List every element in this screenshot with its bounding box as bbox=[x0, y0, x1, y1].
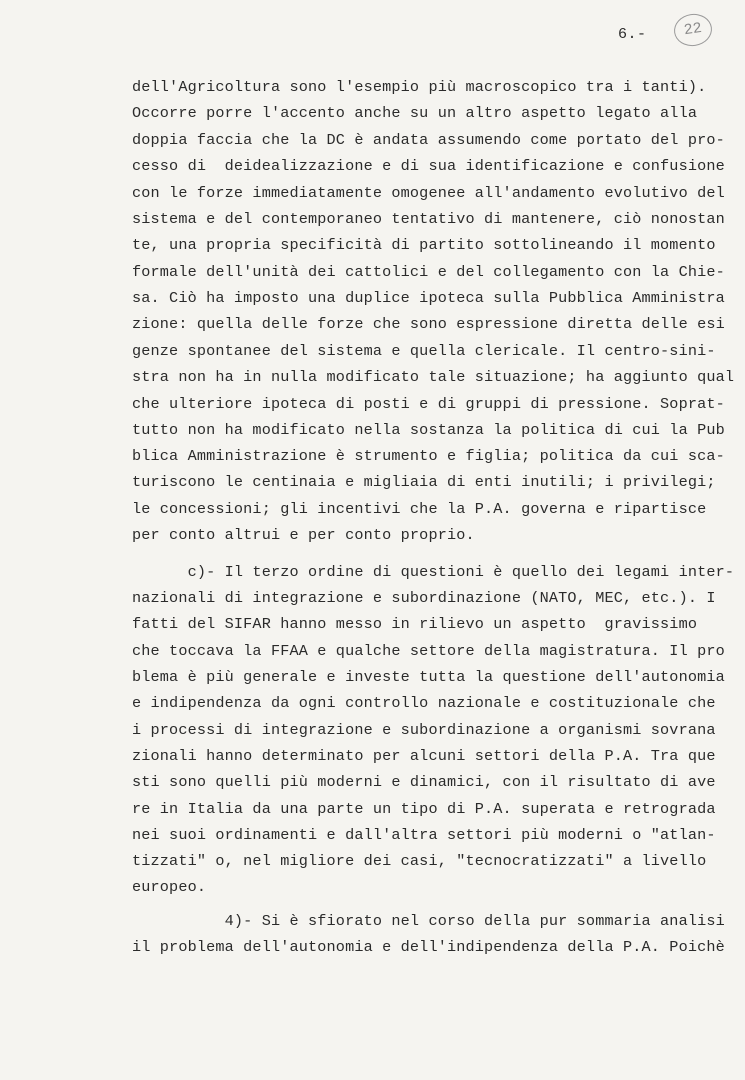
text-line: zione: quella delle forze che sono espressione diretta delle esi bbox=[132, 315, 725, 333]
text-line: Occorre porre l'accento anche su un altro aspetto legato alla bbox=[132, 104, 698, 122]
text-line: sti sono quelli più moderni e dinamici, con il risultato di ave bbox=[132, 773, 716, 791]
text-line: c)- Il terzo ordine di questioni è quello dei legami inter- bbox=[132, 563, 735, 581]
text-line: turiscono le centinaia e migliaia di enti inutili; i privilegi; bbox=[132, 473, 716, 491]
page-number: 6.- bbox=[618, 26, 647, 43]
text-line: per conto altrui e per conto proprio. bbox=[132, 526, 475, 544]
page-stamp: 22 bbox=[672, 12, 714, 49]
text-line: tizzati" o, nel migliore dei casi, "tecnocratizzati" a livello bbox=[132, 852, 707, 870]
text-line: formale dell'unità dei cattolici e del collegamento con la Chie- bbox=[132, 263, 725, 281]
text-line: con le forze immediatamente omogenee all'andamento evolutivo del bbox=[132, 184, 725, 202]
text-line: re in Italia da una parte un tipo di P.A. superata e retrograda bbox=[132, 800, 716, 818]
text-line: il problema dell'autonomia e dell'indipendenza della P.A. Poichè bbox=[132, 938, 725, 956]
text-line: blema è più generale e investe tutta la questione dell'autonomia bbox=[132, 668, 725, 686]
text-line: europeo. bbox=[132, 878, 207, 896]
text-line: che toccava la FFAA e qualche settore della magistratura. Il pro bbox=[132, 642, 725, 660]
text-line: sa. Ciò ha imposto una duplice ipoteca sulla Pubblica Amministra bbox=[132, 289, 725, 307]
text-line: zionali hanno determinato per alcuni settori della P.A. Tra que bbox=[132, 747, 716, 765]
text-line: dell'Agricoltura sono l'esempio più macroscopico tra i tanti). bbox=[132, 78, 707, 96]
text-line: cesso di deidealizzazione e di sua identificazione e confusione bbox=[132, 157, 725, 175]
text-line: doppia faccia che la DC è andata assumendo come portato del pro- bbox=[132, 131, 725, 149]
text-line: le concessioni; gli incentivi che la P.A. governa e ripartisce bbox=[132, 500, 707, 518]
text-line: i processi di integrazione e subordinazione a organismi sovrana bbox=[132, 721, 716, 739]
text-line: tutto non ha modificato nella sostanza la politica di cui la Pub bbox=[132, 421, 725, 439]
text-line: te, una propria specificità di partito sottolineando il momento bbox=[132, 236, 716, 254]
text-line: che ulteriore ipoteca di posti e di gruppi di pressione. Soprat- bbox=[132, 395, 725, 413]
text-line: e indipendenza da ogni controllo nazionale e costituzionale che bbox=[132, 694, 716, 712]
text-line: fatti del SIFAR hanno messo in rilievo un aspetto gravissimo bbox=[132, 615, 698, 633]
text-line: nazionali di integrazione e subordinazione (NATO, MEC, etc.). I bbox=[132, 589, 716, 607]
text-line: blica Amministrazione è strumento e figlia; politica da cui sca- bbox=[132, 447, 725, 465]
text-line: sistema e del contemporaneo tentativo di mantenere, ciò nonostan bbox=[132, 210, 725, 228]
text-line: genze spontanee del sistema e quella clericale. Il centro-sini- bbox=[132, 342, 716, 360]
text-line: nei suoi ordinamenti e dall'altra settori più moderni o "atlan- bbox=[132, 826, 716, 844]
text-line: stra non ha in nulla modificato tale situazione; ha aggiunto qual bbox=[132, 368, 735, 386]
text-line: 4)- Si è sfiorato nel corso della pur sommaria analisi bbox=[132, 912, 725, 930]
